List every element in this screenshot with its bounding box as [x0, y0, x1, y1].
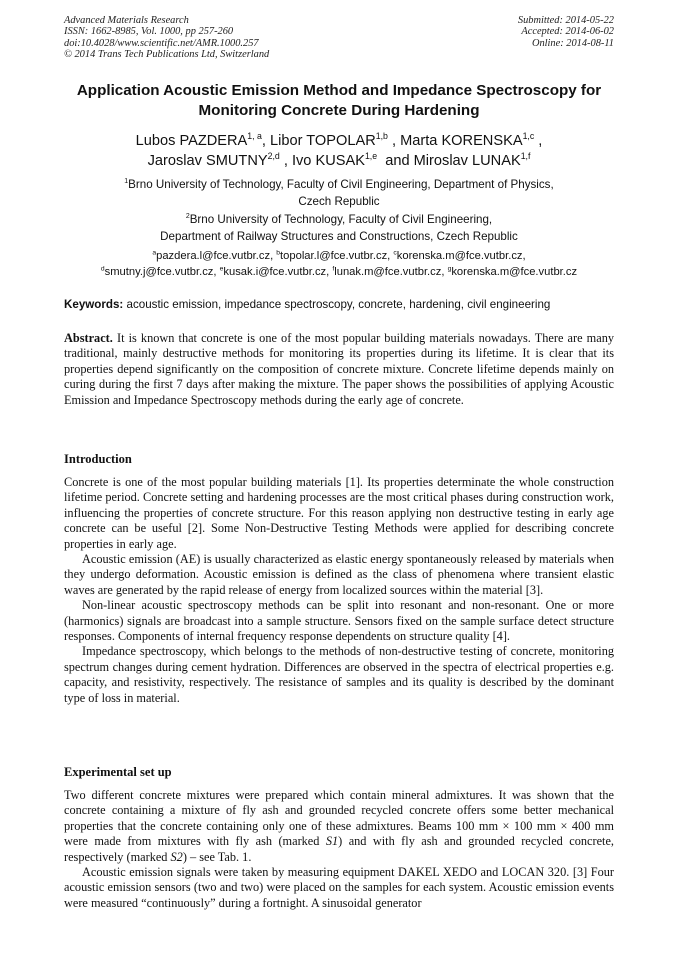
section-experimental	[64, 788, 614, 911]
issn: ISSN: 1662-8985, Vol. 1000, pp 257-260	[64, 26, 234, 38]
affil-text: Czech Republic	[298, 195, 380, 208]
author-name: Ivo KUSAK	[291, 153, 365, 169]
author-affil-mark: 2,d	[267, 151, 280, 162]
affil-text: Brno University of Technology, Faculty of Civil Engineering,	[189, 213, 493, 226]
email-link[interactable]: korenska.m@fce.vutbr.cz,	[396, 250, 526, 262]
paragraph: Concrete is one of the most popular building materials [1]. Its properties determinate the whole construction lifetime period. Concrete setting and hardening processes are the most critical phases during construction work, influencing the properties of concrete structure. For this reason applying non destructive testing in early age concrete can be useful [2]. Some Non-Destructive Testing Methods were applied for describing concrete properties in early age.	[64, 475, 614, 551]
email-link[interactable]: smutny.j@fce.vutbr.cz,	[104, 266, 217, 278]
author-affil-mark: 1,c	[522, 131, 535, 142]
paragraph: Acoustic emission signals were taken by measuring equipment DAKEL XEDO and LOCAN 320. [3] Four acoustic emission sensors (two and two) were placed on the samples for each system. Acoustic emission events were measured “continuously” during a fortnight. A sinusoidal generator	[64, 865, 614, 910]
author-affil-mark: 1, a	[247, 131, 262, 142]
section-introduction	[64, 475, 614, 706]
affiliation-1	[40, 176, 638, 210]
dates-header	[518, 15, 614, 49]
email-link[interactable]: korenska.m@fce.vutbr.cz	[451, 266, 578, 278]
author-affil-mark: 1,f	[520, 151, 531, 162]
author-name: Lubos PAZDERA	[135, 133, 248, 149]
accepted-date: Accepted: 2014-06-02	[521, 26, 614, 38]
submitted-date: Submitted: 2014-05-22	[517, 15, 614, 26]
author-emails: $^a$pazdera.l@fce.vutbr.cz, $^b$topolar.l@fce.vutbr.cz, $^c$korenska.m@fce.vutbr.cz, $^d$smutny.j@fce.vutbr.cz, $^e$kusak.i@fce.vutbr.cz, $^f$lunak.m@fce.vutbr.cz, $^g$korenska.m@fce.vutbr.cz	[100, 249, 578, 278]
sample-label: S2	[170, 849, 183, 864]
paragraph: Acoustic emission (AE) is usually characterized as elastic energy spontaneously released by materials when they undergo deformation. Acoustic emission is defined as the class of phenomena where transient elastic waves are generated by the rapid release of energy from localized sources within the material [3].	[64, 552, 614, 597]
affil-text: Brno University of Technology, Faculty of Civil Engineering, Department of Physics,	[128, 178, 554, 191]
abstract-text: It is known that concrete is one of the most popular building materials nowadays. There are many traditional, mainly destructive methods for monitoring its properties during its lifetime. It is clear that its properties depend significantly on the composition of concrete mixture. Concrete lifetime depends mainly on curing during the first 7 days after making the mixture. The paper shows the possibilities of applying Acoustic Emission and Impedance Spectroscopy methods during the early age of concrete.	[64, 331, 614, 407]
abstract-label: Abstract.	[64, 331, 113, 345]
doi: doi:10.4028/www.scientific.net/AMR.1000.257	[64, 37, 259, 49]
paragraph: Two different concrete mixtures were prepared which contain mineral admixtures. It was shown that the concrete containing a mixture of fly ash and grounded recycled concrete offers some better mechanical properties that the concrete containing only one of these admixtures. Beams 100 mm × 100 mm × 400 mm were made from mixtures with fly ash (marked S1) and with fly ash and grounded recycled concrete, respectively (marked S2) – see Tab. 1.	[64, 788, 614, 864]
journal-name: Advanced Materials Research	[64, 15, 189, 26]
email-link[interactable]: lunak.m@fce.vutbr.cz,	[334, 266, 445, 278]
affiliation-2	[40, 211, 638, 245]
affil-mark: 2	[185, 213, 190, 221]
author-name: Miroslav LUNAK	[413, 153, 521, 169]
author-name: Jaroslav SMUTNY	[147, 153, 268, 169]
abstract	[64, 331, 614, 408]
author-list: Lubos PAZDERA$^{1, a}$, Libor TOPOLAR$^{1,b}$ , Marta KORENSKA$^{1,c}$ , Jaroslav SMUTNY$^{2,d}$ , Ivo KUSAK$^{1,e}$ and Miroslav LUNAK$^{1,f}$	[135, 131, 543, 169]
author-name: Marta KORENSKA	[400, 133, 523, 149]
author-conjunction: and	[385, 153, 410, 169]
paper-title	[40, 81, 638, 121]
keywords-label: Keywords:	[64, 298, 124, 311]
keywords-text: acoustic emission, impedance spectroscopy, concrete, hardening, civil engineering	[126, 298, 551, 311]
title-line-2: Monitoring Concrete During Hardening	[198, 102, 480, 119]
email-link[interactable]: pazdera.l@fce.vutbr.cz,	[156, 250, 274, 262]
paragraph: Impedance spectroscopy, which belongs to the methods of non-destructive testing of concrete, monitoring spectrum changes during cement hydration. Differences are observed in the spectra of electrical properties e.g. capacity, and resistivity, respectively. The resistance of samples and its quality is described by the dominant type of loss in material.	[64, 644, 614, 705]
section-heading-experimental: Experimental set up	[64, 765, 172, 779]
online-date: Online: 2014-08-11	[531, 37, 614, 49]
author-affil-mark: 1,b	[375, 131, 388, 142]
title-line-1: Application Acoustic Emission Method and Impedance Spectroscopy for	[76, 82, 602, 99]
author-affil-mark: 1,e	[364, 151, 378, 162]
keywords	[64, 297, 624, 313]
section-heading-introduction: Introduction	[64, 452, 132, 466]
copyright: © 2014 Trans Tech Publications Ltd, Switzerland	[64, 49, 270, 61]
affil-text: Department of Railway Structures and Constructions, Czech Republic	[160, 230, 518, 243]
journal-header	[64, 15, 269, 61]
email-link[interactable]: kusak.i@fce.vutbr.cz,	[223, 266, 330, 278]
affil-mark: 1	[124, 178, 129, 186]
email-link[interactable]: topolar.l@fce.vutbr.cz,	[280, 250, 391, 262]
paragraph: Non-linear acoustic spectroscopy methods can be split into resonant and non-resonant. One or more (harmonics) signals are broadcast into a sample structure. Sensors fixed on the sample surface detect structure responses. Components of internal frequency response dependents on structure quality [4].	[64, 598, 614, 644]
author-name: Libor TOPOLAR	[270, 133, 376, 149]
sample-label: S1	[325, 834, 339, 849]
